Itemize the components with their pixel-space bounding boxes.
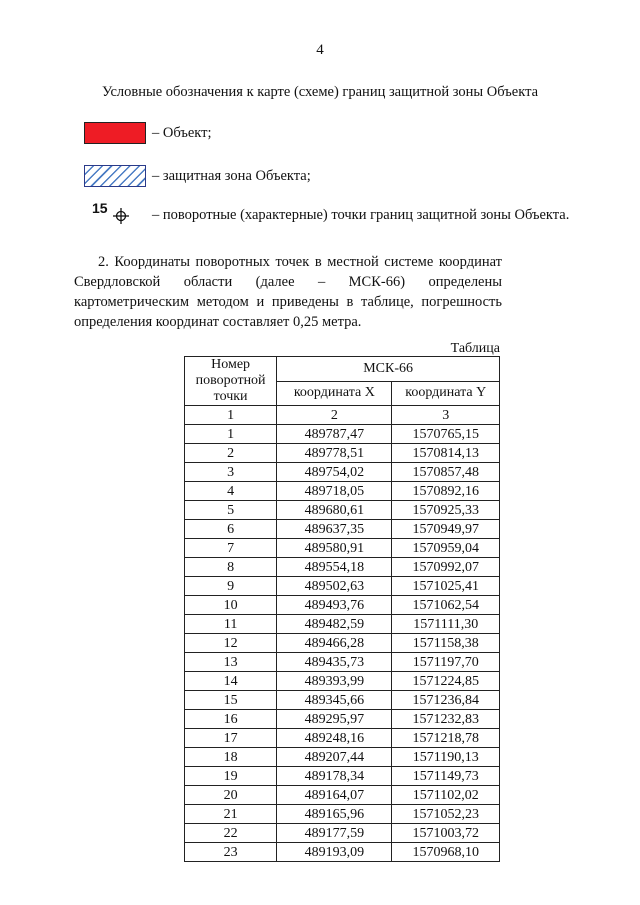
- table-row: [185, 577, 500, 596]
- point-number-cell: 17: [185, 729, 277, 748]
- table-row: [185, 501, 500, 520]
- table-row: [185, 482, 500, 501]
- x-coordinate-cell: 489248,16: [277, 729, 392, 748]
- y-coordinate-cell: 1570892,16: [392, 482, 500, 501]
- point-number-cell: 3: [185, 463, 277, 482]
- y-coordinate-cell: 1571158,38: [392, 634, 500, 653]
- y-coordinate-cell: 1570925,33: [392, 501, 500, 520]
- marker-number: 15: [92, 200, 108, 216]
- column-index-cell: 3: [392, 406, 500, 425]
- y-coordinate-cell: 1570949,97: [392, 520, 500, 539]
- table-row: [185, 425, 500, 444]
- point-number-cell: 11: [185, 615, 277, 634]
- zone-swatch: [84, 165, 146, 187]
- table-row: [185, 710, 500, 729]
- table-row: [185, 691, 500, 710]
- point-number-cell: 21: [185, 805, 277, 824]
- y-coordinate-cell: 1571025,41: [392, 577, 500, 596]
- x-coordinate-cell: 489165,96: [277, 805, 392, 824]
- point-number-cell: 14: [185, 672, 277, 691]
- point-number-cell: 23: [185, 843, 277, 862]
- y-coordinate-cell: 1571052,23: [392, 805, 500, 824]
- coordinates-paragraph: 2. Координаты поворотных точек в местной системе координат Свердловской области (далее – МСК-66) определены картометрическим методом и приведены в таблице, погрешность определения координат составляет 0,25 метра.: [74, 254, 502, 330]
- table-row: [185, 767, 500, 786]
- legend-point-label: – поворотные (характерные) точки границ защитной зоны Объекта.: [152, 206, 570, 223]
- x-coordinate-cell: 489718,05: [277, 482, 392, 501]
- table-row: [185, 748, 500, 767]
- y-coordinate-cell: 1571232,83: [392, 710, 500, 729]
- x-coordinate-cell: 489295,97: [277, 710, 392, 729]
- y-coordinate-cell: 1571197,70: [392, 653, 500, 672]
- x-coordinate-cell: 489502,63: [277, 577, 392, 596]
- x-coordinate-cell: 489393,99: [277, 672, 392, 691]
- x-coordinate-cell: 489787,47: [277, 425, 392, 444]
- x-coordinate-cell: 489778,51: [277, 444, 392, 463]
- point-number-cell: 15: [185, 691, 277, 710]
- column-index-cell: 1: [185, 406, 277, 425]
- legend-title: Условные обозначения к карте (схеме) границ защитной зоны Объекта: [101, 84, 539, 100]
- y-coordinate-cell: 1571003,72: [392, 824, 500, 843]
- table-row: [185, 558, 500, 577]
- turning-point-marker: [84, 202, 146, 228]
- x-coordinate-cell: 489193,09: [277, 843, 392, 862]
- point-number-cell: 8: [185, 558, 277, 577]
- legend-zone-label: – защитная зона Объекта;: [152, 167, 311, 184]
- point-number-cell: 20: [185, 786, 277, 805]
- table-row: [185, 539, 500, 558]
- y-coordinate-cell: 1571236,84: [392, 691, 500, 710]
- point-number-cell: 16: [185, 710, 277, 729]
- y-coordinate-cell: 1571062,54: [392, 596, 500, 615]
- legend-item-object: [84, 122, 212, 144]
- x-coordinate-cell: 489493,76: [277, 596, 392, 615]
- y-coordinate-cell: 1571102,02: [392, 786, 500, 805]
- legend-object-label: – Объект;: [152, 124, 212, 141]
- table-body: [185, 406, 500, 862]
- point-number-cell: 22: [185, 824, 277, 843]
- table-row: [185, 634, 500, 653]
- y-coordinate-cell: 1570959,04: [392, 539, 500, 558]
- table-row: [185, 463, 500, 482]
- table-row: [185, 653, 500, 672]
- x-coordinate-cell: 489435,73: [277, 653, 392, 672]
- x-coordinate-cell: 489637,35: [277, 520, 392, 539]
- x-coordinate-cell: 489177,59: [277, 824, 392, 843]
- point-number-cell: 2: [185, 444, 277, 463]
- y-coordinate-cell: 1570968,10: [392, 843, 500, 862]
- y-coordinate-cell: 1571218,78: [392, 729, 500, 748]
- coordinates-table: [184, 356, 500, 862]
- legend-item-zone: [84, 165, 311, 187]
- point-number-cell: 9: [185, 577, 277, 596]
- table-row: [185, 843, 500, 862]
- x-coordinate-cell: 489680,61: [277, 501, 392, 520]
- object-swatch: [84, 122, 146, 144]
- table-row: [185, 729, 500, 748]
- point-number-cell: 5: [185, 501, 277, 520]
- y-coordinate-cell: 1570765,15: [392, 425, 500, 444]
- y-coordinate-cell: 1570992,07: [392, 558, 500, 577]
- x-coordinate-cell: 489482,59: [277, 615, 392, 634]
- point-number-cell: 18: [185, 748, 277, 767]
- x-coordinate-cell: 489580,91: [277, 539, 392, 558]
- y-coordinate-cell: 1571111,30: [392, 615, 500, 634]
- point-number-cell: 10: [185, 596, 277, 615]
- table-row: [185, 596, 500, 615]
- point-number-cell: 12: [185, 634, 277, 653]
- table-row: [185, 615, 500, 634]
- point-number-cell: 4: [185, 482, 277, 501]
- header-system: МСК-66: [277, 357, 500, 382]
- column-index-cell: 2: [277, 406, 392, 425]
- x-coordinate-cell: 489345,66: [277, 691, 392, 710]
- header-point-number: Номер поворотной точки: [185, 357, 277, 406]
- column-index-row: [185, 406, 500, 425]
- crosshair-icon: [113, 208, 129, 224]
- y-coordinate-cell: 1570857,48: [392, 463, 500, 482]
- y-coordinate-cell: 1571149,73: [392, 767, 500, 786]
- header-y: координата Y: [392, 381, 500, 406]
- y-coordinate-cell: 1571224,85: [392, 672, 500, 691]
- table-row: [185, 805, 500, 824]
- point-number-cell: 7: [185, 539, 277, 558]
- table-caption: Таблица: [450, 341, 500, 356]
- point-number-cell: 6: [185, 520, 277, 539]
- table-row: [185, 672, 500, 691]
- table-row: [185, 520, 500, 539]
- point-number-cell: 13: [185, 653, 277, 672]
- x-coordinate-cell: 489164,07: [277, 786, 392, 805]
- page-number: 4: [316, 42, 324, 58]
- table-row: [185, 824, 500, 843]
- point-number-cell: 19: [185, 767, 277, 786]
- x-coordinate-cell: 489178,34: [277, 767, 392, 786]
- x-coordinate-cell: 489754,02: [277, 463, 392, 482]
- x-coordinate-cell: 489207,44: [277, 748, 392, 767]
- x-coordinate-cell: 489554,18: [277, 558, 392, 577]
- table-row: [185, 786, 500, 805]
- y-coordinate-cell: 1571190,13: [392, 748, 500, 767]
- point-number-cell: 1: [185, 425, 277, 444]
- legend-item-point: [84, 202, 569, 228]
- table-row: [185, 444, 500, 463]
- y-coordinate-cell: 1570814,13: [392, 444, 500, 463]
- x-coordinate-cell: 489466,28: [277, 634, 392, 653]
- header-x: координата X: [277, 381, 392, 406]
